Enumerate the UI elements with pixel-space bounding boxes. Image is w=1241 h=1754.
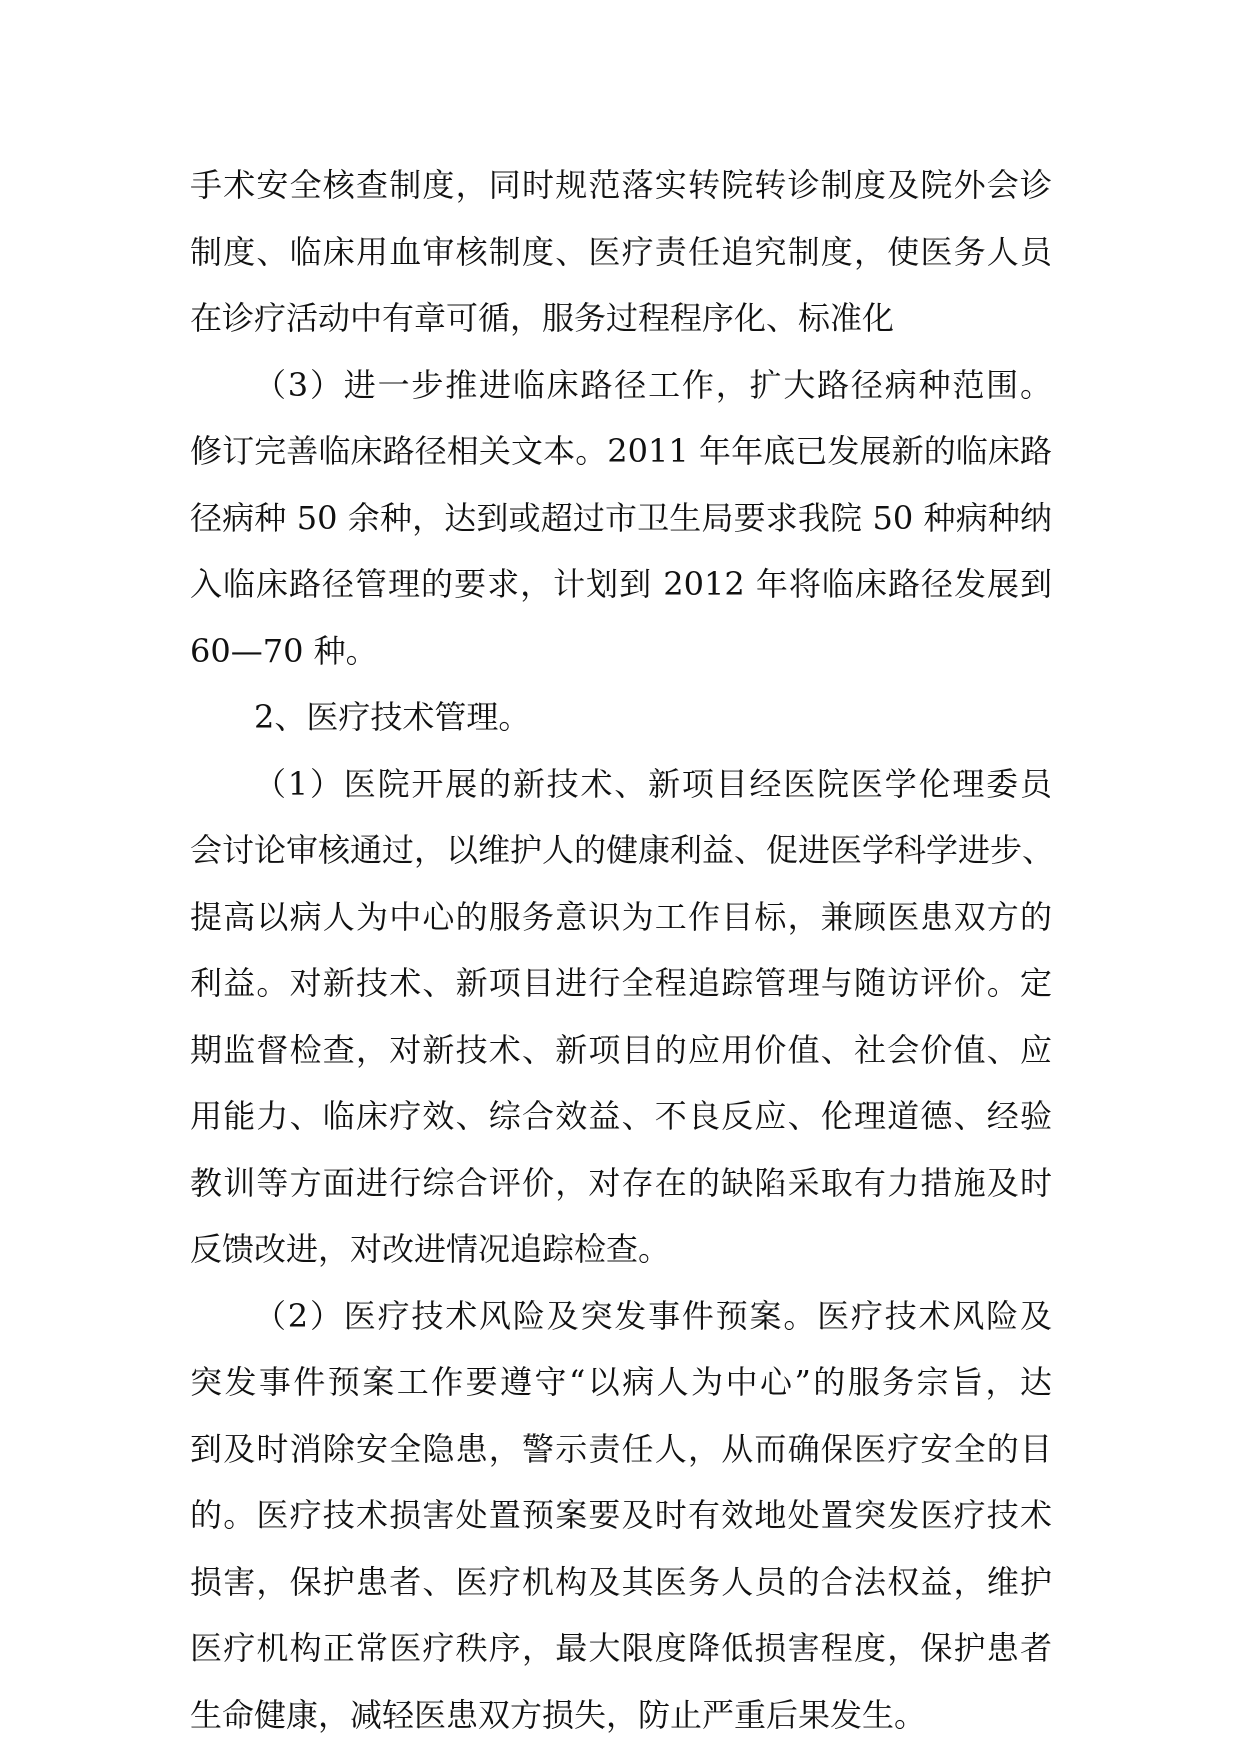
text-line: 入临床路径管理的要求，计划到 2012 年将临床路径发展到 <box>190 565 1052 603</box>
text-line: 教训等方面进行综合评价，对存在的缺陷采取有力措施及时 <box>190 1163 1052 1202</box>
text-line: 的。医疗技术损害处置预案要及时有效地处置突发医疗技术 <box>190 1496 1052 1534</box>
text-line: 医疗机构正常医疗秩序，最大限度降低损害程度，保护患者 <box>190 1629 1052 1667</box>
text-line: 会讨论审核通过，以维护人的健康利益、促进医学科学进步、 <box>190 831 1055 869</box>
text-line: 损害，保护患者、医疗机构及其医务人员的合法权益，维护 <box>190 1562 1052 1601</box>
document-body-text <box>190 152 1055 1748</box>
text-line: 到及时消除安全隐患，警示责任人，从而确保医疗安全的目 <box>190 1429 1052 1468</box>
text-line: 利益。对新技术、新项目进行全程追踪管理与随访评价。定 <box>190 964 1052 1002</box>
text-line: 用能力、临床疗效、综合效益、不良反应、伦理道德、经验 <box>190 1097 1052 1135</box>
text-line: 突发事件预案工作要遵守“以病人为中心”的服务宗旨，达 <box>190 1363 1052 1401</box>
text-line: 制度、临床用血审核制度、医疗责任追究制度，使医务人员 <box>190 232 1052 271</box>
text-line: （1）医院开展的新技术、新项目经医院医学伦理委员 <box>254 764 1052 803</box>
text-line: 在诊疗活动中有章可循，服务过程程序化、标准化 <box>190 299 895 337</box>
text-line: 修订完善临床路径相关文本。2011 年年底已发展新的临床路 <box>190 432 1052 470</box>
text-line: 2、医疗技术管理。 <box>254 698 531 736</box>
text-line: 反馈改进，对改进情况追踪检查。 <box>190 1230 671 1268</box>
text-line: 手术安全核查制度，同时规范落实转院转诊制度及院外会诊 <box>190 166 1052 204</box>
text-line: 60—70 种。 <box>190 631 378 670</box>
text-line: 期监督检查，对新技术、新项目的应用价值、社会价值、应 <box>190 1030 1052 1069</box>
text-line: 生命健康，减轻医患双方损失，防止严重后果发生。 <box>190 1695 927 1734</box>
text-line: （2）医疗技术风险及突发事件预案。医疗技术风险及 <box>254 1296 1052 1335</box>
text-line: （3）进一步推进临床路径工作，扩大路径病种范围。 <box>254 365 1052 404</box>
text-line: 径病种 50 余种，达到或超过市卫生局要求我院 50 种病种纳 <box>190 498 1052 537</box>
text-line: 提高以病人为中心的服务意识为工作目标，兼顾医患双方的 <box>190 897 1052 936</box>
